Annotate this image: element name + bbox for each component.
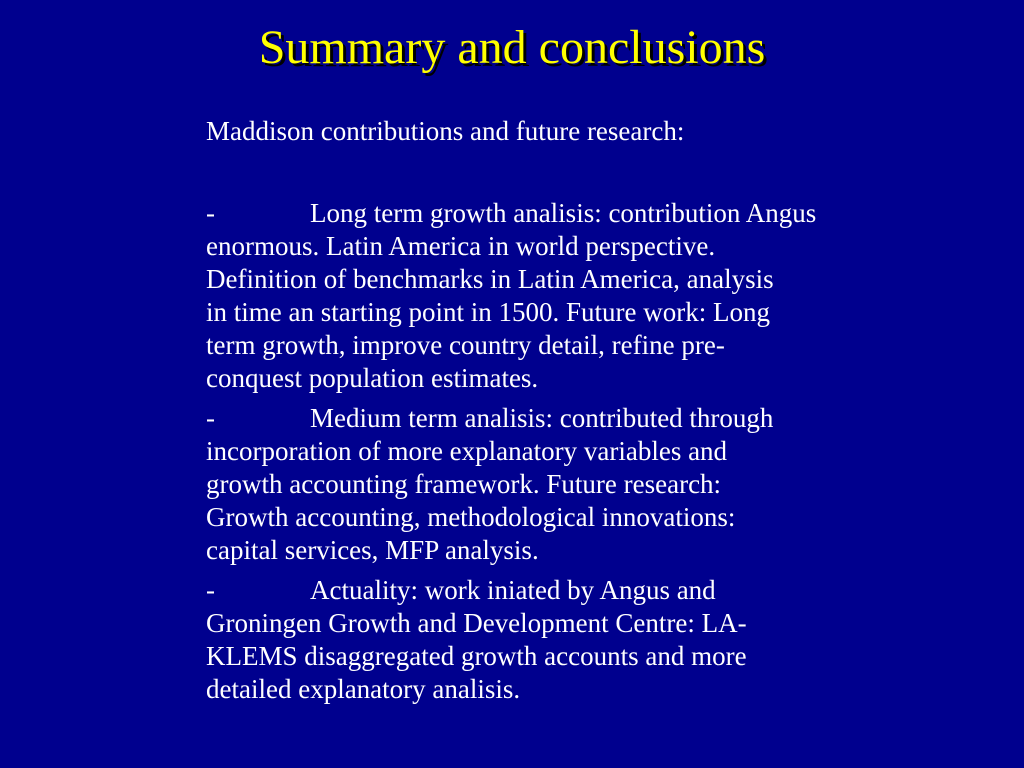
bullet-line: enormous. Latin America in world perspective.	[206, 231, 716, 261]
bullet-line: Groningen Growth and Development Centre: LA-	[206, 608, 747, 638]
bullet-dash: -	[206, 403, 215, 433]
bullet-line: in time an starting point in 1500. Future work: Long	[206, 297, 770, 327]
bullet-line: KLEMS disaggregated growth accounts and more	[206, 641, 747, 671]
intro-text: Maddison contributions and future research:	[206, 116, 685, 146]
bullet-line: capital services, MFP analysis.	[206, 535, 539, 565]
bullet-actuality	[206, 574, 956, 706]
bullet-medium-term	[206, 402, 956, 567]
bullet-line: incorporation of more explanatory variables and	[206, 436, 728, 466]
bullet-line: Definition of benchmarks in Latin America, analysis	[206, 264, 774, 294]
bullet-line	[206, 574, 956, 607]
bullet-line: term growth, improve country detail, refine pre-	[206, 330, 725, 360]
bullet-long-term-growth	[206, 197, 956, 395]
bullet-line-text: Actuality: work iniated by Angus and	[310, 575, 716, 605]
bullet-dash: -	[206, 575, 215, 605]
bullet-line-text: Long term growth analisis: contribution Angus	[310, 198, 817, 228]
bullet-list	[206, 197, 956, 713]
bullet-line: detailed explanatory analisis.	[206, 674, 521, 704]
bullet-line-text: Medium term analisis: contributed through	[310, 403, 774, 433]
bullet-line: conquest population estimates.	[206, 363, 539, 393]
bullet-dash: -	[206, 198, 215, 228]
bullet-line: Growth accounting, methodological innovations:	[206, 502, 736, 532]
bullet-line: growth accounting framework. Future research:	[206, 469, 722, 499]
bullet-line	[206, 402, 956, 435]
bullet-line	[206, 197, 956, 230]
slide-title: Summary and conclusions	[258, 21, 766, 74]
